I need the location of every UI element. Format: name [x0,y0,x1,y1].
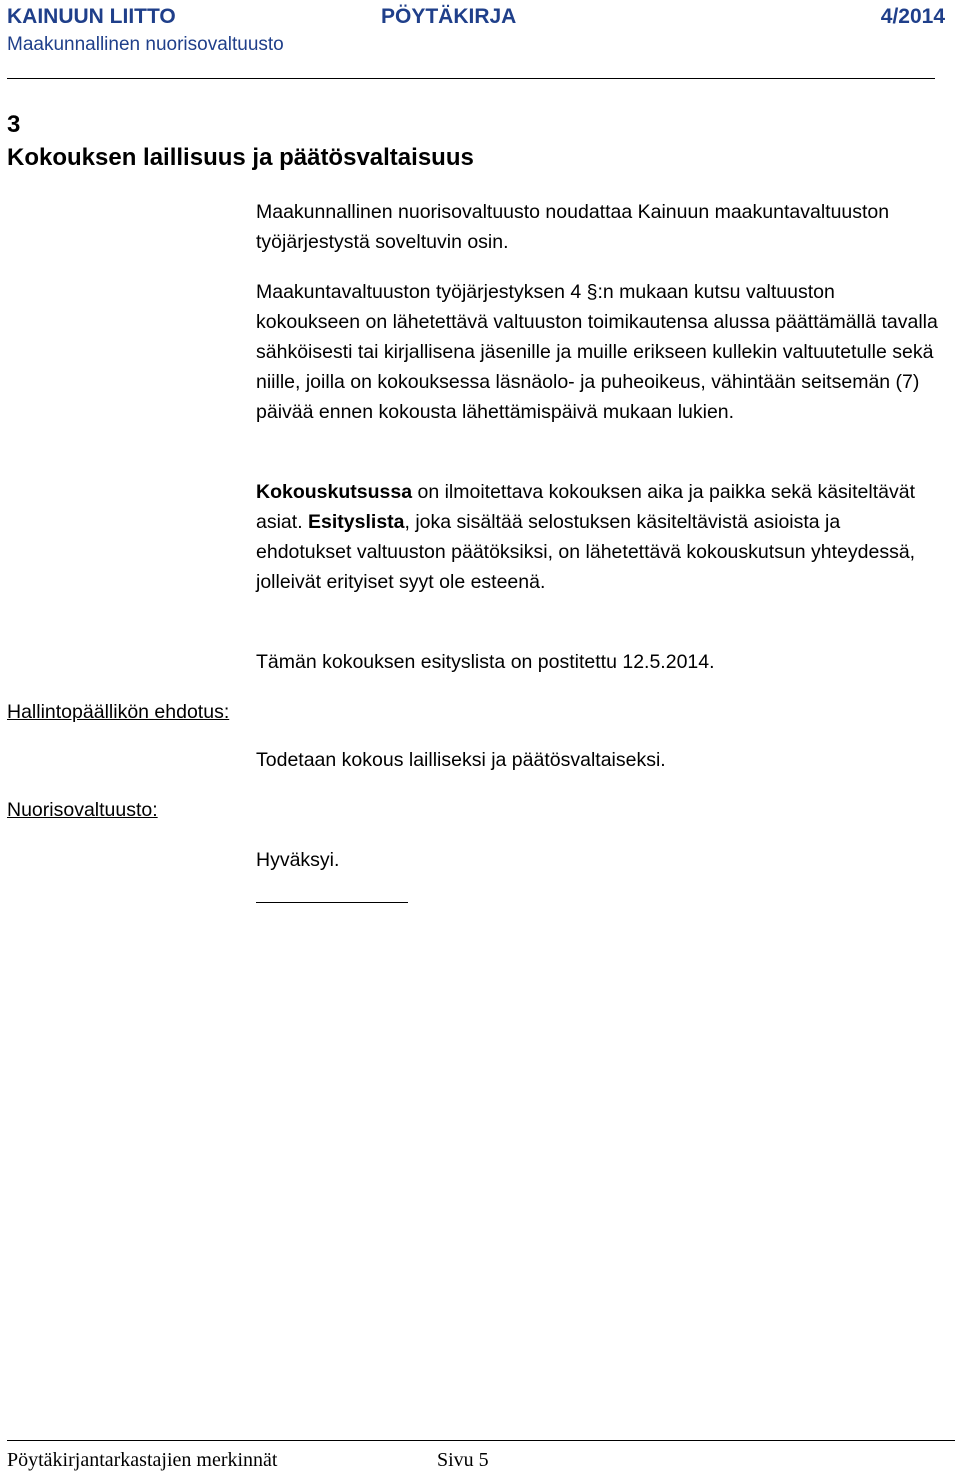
paragraph-agenda-posted: Tämän kokouksen esityslista on postitettu 12.5.2014. [256,651,715,673]
decision-text: Hyväksyi. [256,849,340,871]
decision-label: Nuorisovaltuusto: [7,799,158,821]
paragraph-invitation-content [256,477,941,597]
paragraph-text: on ilmoitettava kokouksen aika ja paikka sekä käsiteltävät asiat. [256,481,915,533]
header-organization: KAINUUN LIITTO [7,5,176,28]
decision-divider [256,902,408,903]
proposal-label: Hallintopäällikön ehdotus: [7,701,230,723]
footer-note: Pöytäkirjantarkastajien merkinnät [7,1449,278,1471]
header-document-type: PÖYTÄKIRJA [381,5,517,28]
paragraph-rules: Maakunnallinen nuorisovaltuusto noudattaa Kainuun maakuntavaltuuston työjärjestystä soveltuvin osin. [256,201,890,253]
section-title: Kokouksen laillisuus ja päätösvaltaisuus [7,144,474,171]
proposal-text: Todetaan kokous lailliseksi ja päätösvaltaiseksi. [256,749,666,771]
term-kokouskutsussa: Kokouskutsussa [256,481,413,503]
section-number: 3 [7,111,21,138]
paragraph-text: , joka sisältää selostuksen käsiteltävistä asioista ja ehdotukset valtuuston päätöksiksi, on lähetettävä kokouskutsun yhteydessä, jolleivät erityiset syyt ole esteenä. [256,511,916,593]
page-number: Sivu 5 [437,1449,489,1471]
term-esityslista: Esityslista [308,511,405,533]
footer-divider [7,1440,955,1441]
header-divider [7,78,935,79]
header-document-number: 4/2014 [880,5,945,28]
header-body-name: Maakunnallinen nuorisovaltuusto [7,34,284,55]
paragraph-invitation-rules: Maakuntavaltuuston työjärjestyksen 4 §:n mukaan kutsu valtuuston kokoukseen on lähetettävä valtuuston toimikautensa alussa päättämällä tavalla sähköisesti tai kirjallisena jäsenille ja muille erikseen kullekin valtuutetulle sekä niille, joilla on kokouksessa läsnäolo- ja puheoikeus, vähintään seitsemän (7) päivää ennen kokousta lähettämispäivä mukaan lukien. [256,281,938,423]
